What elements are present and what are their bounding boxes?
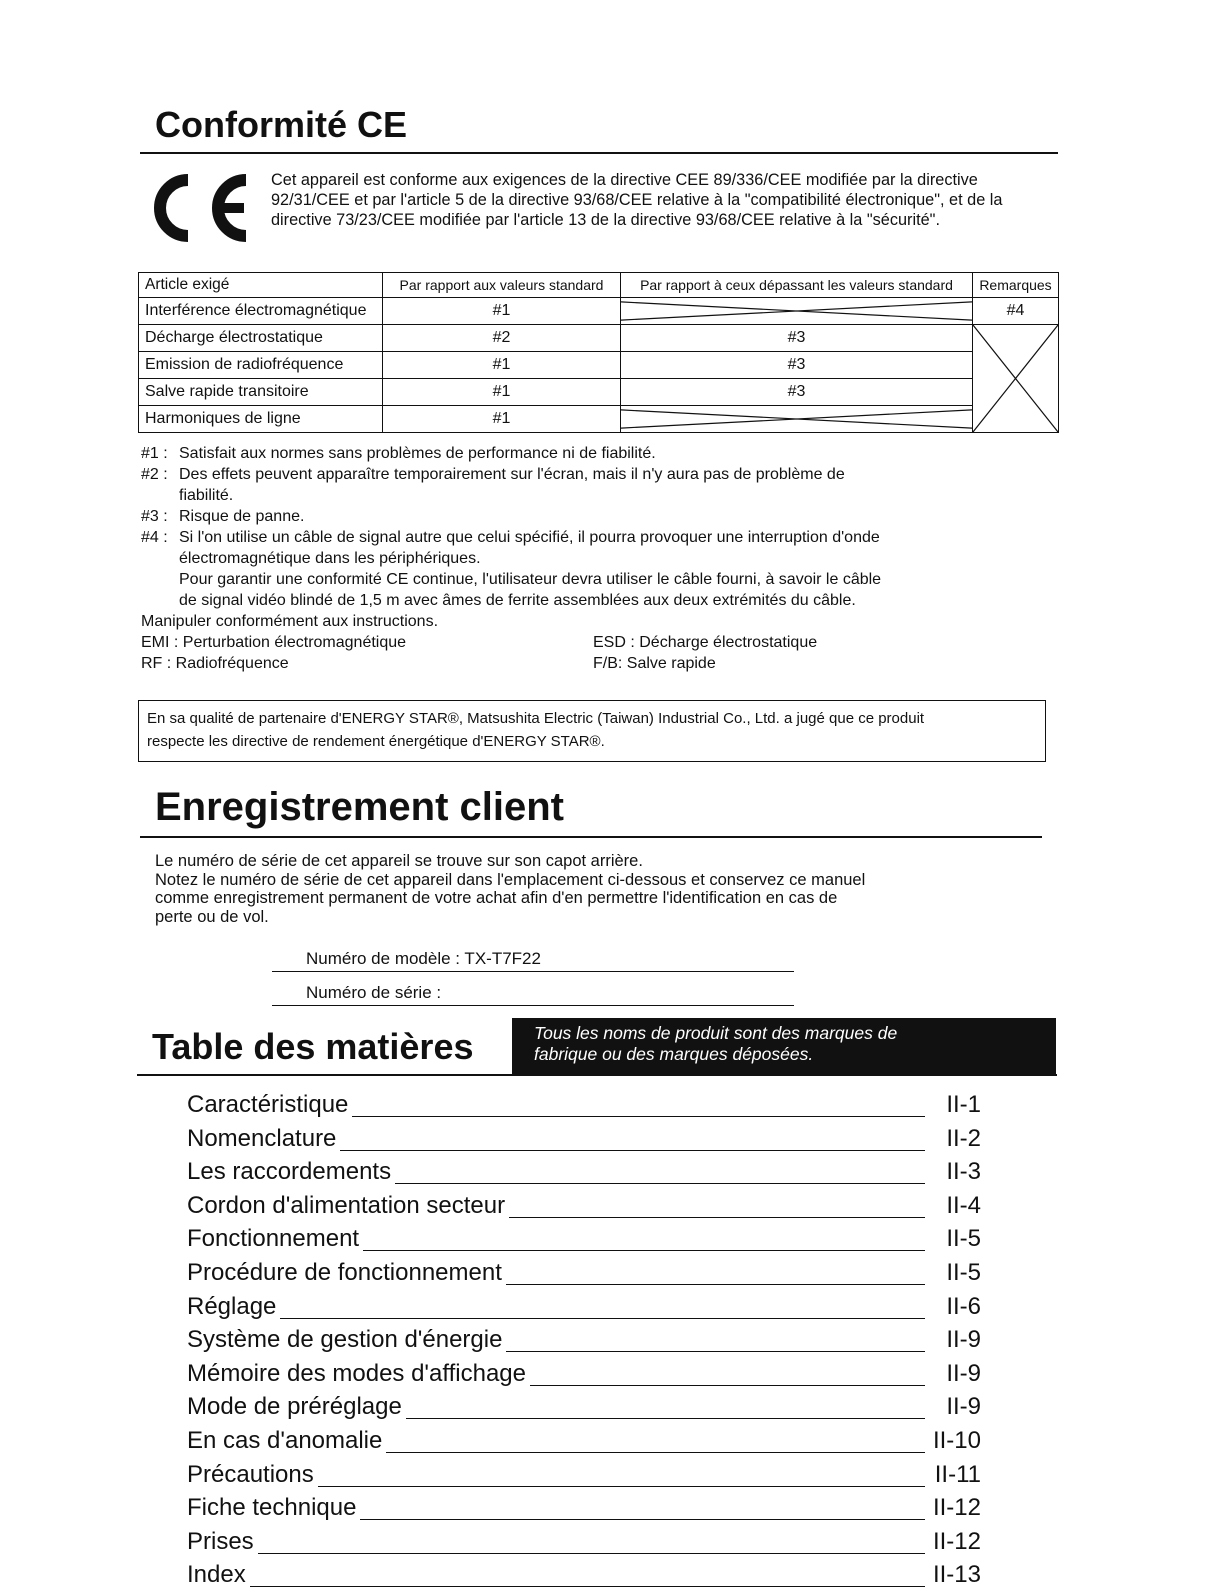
- table-cell: Salve rapide transitoire: [139, 379, 383, 406]
- ce-section-title: Conformité CE: [155, 104, 407, 145]
- toc-entry[interactable]: [187, 1192, 987, 1222]
- table-cell: #1: [383, 406, 621, 433]
- toc-entry[interactable]: [187, 1326, 987, 1356]
- toc-entry-page: II-10: [932, 1427, 981, 1454]
- table-cell: #4: [973, 298, 1059, 325]
- abbrev-fb: F/B: Salve rapide: [593, 655, 716, 672]
- toc-entry-page: II-3: [946, 1158, 981, 1186]
- cross-out-mark: [621, 406, 972, 432]
- toc-entry[interactable]: [187, 1427, 987, 1457]
- toc-entry-label: Précautions: [187, 1461, 318, 1489]
- toc-entry-label: Les raccordements: [187, 1158, 395, 1186]
- toc-entry-label: Fiche technique: [187, 1494, 360, 1522]
- toc-entry-page: II-6: [946, 1292, 981, 1320]
- table-cell-crossed: [621, 298, 973, 325]
- table-cell: #1: [383, 352, 621, 379]
- toc-entry-page: II-13: [932, 1561, 981, 1589]
- toc-entry-label: Fonctionnement: [187, 1225, 363, 1253]
- toc-entry-label: Procédure de fonctionnement: [187, 1259, 506, 1287]
- toc-entry[interactable]: [187, 1494, 987, 1524]
- toc-entry[interactable]: [187, 1125, 987, 1155]
- toc-entry-label: Réglage: [187, 1293, 280, 1321]
- table-row: [139, 325, 1059, 352]
- note-continuation: Pour garantir une conformité CE continue, l'utilisateur devra utiliser le câble fourni, à savoir le câble: [179, 571, 882, 588]
- table-header-cell: Article exigé: [139, 273, 383, 298]
- toc-entry[interactable]: [187, 1158, 987, 1188]
- ce-notes: [141, 443, 1061, 674]
- toc-entry-page: II-4: [946, 1191, 981, 1219]
- toc-entry[interactable]: [187, 1360, 987, 1390]
- table-header-row: [139, 273, 1059, 298]
- table-cell: #2: [383, 325, 621, 352]
- toc-entry[interactable]: [187, 1259, 987, 1289]
- cross-out-mark: [621, 298, 972, 324]
- note-item: #2 : Des effets peuvent apparaître temporairement sur l'écran, mais il n'y aura pas de problème de: [141, 466, 845, 483]
- trademark-banner: Tous les noms de produit sont des marques de fabrique ou des marques déposées.: [512, 1018, 1056, 1074]
- registration-text: Le numéro de série de cet appareil se trouve sur son capot arrière. Notez le numéro de série de cet appareil dans l'emplacement ci-dessous et conservez ce manuel comme enregistrement permanent de votre achat afin d'en permettre l'identification en cas de perte ou de vol.: [155, 852, 866, 926]
- toc-entry-page: II-9: [946, 1359, 981, 1387]
- toc-entry-label: Index: [187, 1561, 250, 1589]
- toc-entry-label: Mode de préréglage: [187, 1393, 406, 1421]
- toc-entry[interactable]: [187, 1528, 987, 1558]
- table-row: [139, 379, 1059, 406]
- abbrev-esd: ESD : Décharge électrostatique: [593, 634, 818, 651]
- energy-star-line: En sa qualité de partenaire d'ENERGY STAR®, Matsushita Electric (Taiwan) Industrial Co., Ltd. a jugé que ce produit: [147, 710, 925, 727]
- toc-entry[interactable]: [187, 1091, 987, 1121]
- table-cell-crossed: [621, 406, 973, 433]
- toc-entry-page: II-1: [946, 1091, 981, 1118]
- toc-entry[interactable]: [187, 1225, 987, 1255]
- toc-title-rule: [137, 1074, 1057, 1076]
- instructions-text: Manipuler conformément aux instructions.: [141, 613, 439, 630]
- toc-entry-page: II-9: [946, 1393, 981, 1421]
- toc-entry-page: II-2: [946, 1124, 981, 1152]
- note-item: #3 : Risque de panne.: [141, 508, 305, 525]
- table-cell: Harmoniques de ligne: [139, 406, 383, 433]
- serial-number-field: [272, 983, 794, 1006]
- toc-entry[interactable]: [187, 1561, 987, 1591]
- note-continuation: de signal vidéo blindé de 1,5 m avec âmes de ferrite assemblées aux deux extrémités du câble.: [179, 592, 856, 609]
- toc-entry-page: II-5: [946, 1225, 981, 1253]
- toc-entry-label: Système de gestion d'énergie: [187, 1326, 506, 1354]
- ce-title-rule: [140, 152, 1058, 154]
- energy-star-box: [138, 700, 1046, 762]
- toc-entry-page: II-11: [934, 1460, 981, 1488]
- toc-entry-page: II-12: [932, 1494, 981, 1522]
- toc-title: Table des matières: [152, 1026, 474, 1067]
- toc-entry[interactable]: [187, 1393, 987, 1423]
- table-cell: Interférence électromagnétique: [139, 298, 383, 325]
- table-row: [139, 298, 1059, 325]
- energy-star-line: respecte les directive de rendement énergétique d'ENERGY STAR®.: [147, 733, 605, 750]
- cross-out-mark: [973, 325, 1058, 432]
- note-item: #1 : Satisfait aux normes sans problèmes de performance ni de fiabilité.: [141, 445, 656, 462]
- table-header-cell: Remarques: [973, 273, 1059, 298]
- table-cell: #1: [383, 379, 621, 406]
- table-cell: #1: [383, 298, 621, 325]
- note-item: #4 : Si l'on utilise un câble de signal autre que celui spécifié, il pourra provoquer une interruption d'onde: [141, 529, 880, 546]
- model-number-field: [272, 949, 794, 972]
- table-cell: #3: [621, 352, 973, 379]
- toc-entry-label: Nomenclature: [187, 1125, 340, 1153]
- toc-entry-label: Cordon d'alimentation secteur: [187, 1192, 509, 1220]
- note-continuation: électromagnétique dans les périphériques.: [179, 550, 481, 567]
- toc-entry[interactable]: [187, 1461, 987, 1491]
- ce-mark-icon: [148, 172, 253, 244]
- model-number-label: Numéro de modèle : TX-T7F22: [306, 949, 541, 968]
- table-header-cell: Par rapport aux valeurs standard: [383, 273, 621, 298]
- abbrev-emi: EMI : Perturbation électromagnétique: [141, 634, 407, 651]
- toc-entry-label: Prises: [187, 1528, 258, 1556]
- registration-title-rule: [140, 836, 1042, 838]
- toc-entry-label: En cas d'anomalie: [187, 1427, 386, 1455]
- toc-leader-line: [187, 1318, 925, 1319]
- table-cell-crossed: [973, 325, 1059, 433]
- abbrev-rf: RF : Radiofréquence: [141, 655, 289, 672]
- table-cell: Décharge électrostatique: [139, 325, 383, 352]
- registration-title: Enregistrement client: [155, 785, 565, 829]
- toc-entry-label: Mémoire des modes d'affichage: [187, 1360, 530, 1388]
- toc-entry-label: Caractéristique: [187, 1091, 352, 1119]
- table-row: [139, 352, 1059, 379]
- ce-intro-text: Cet appareil est conforme aux exigences de la directive CEE 89/336/CEE modifiée par la directive 92/31/CEE et par l'article 5 de la directive 93/68/CEE relative à la "compatibilité électronique", et de la directive 73/23/CEE modifiée par l'article 13 de la directive 93/68/CEE relative à la "sécurité".: [271, 171, 1003, 229]
- table-cell: #3: [621, 379, 973, 406]
- toc-leader-line: [187, 1553, 925, 1554]
- note-continuation: fiabilité.: [179, 487, 234, 504]
- table-row: [139, 406, 1059, 433]
- serial-number-label: Numéro de série :: [306, 983, 442, 1002]
- toc-entry-page: II-5: [946, 1259, 981, 1286]
- toc-entry-page: II-9: [946, 1326, 981, 1354]
- toc-entry-page: II-12: [932, 1527, 981, 1555]
- table-cell: #3: [621, 325, 973, 352]
- toc-entry[interactable]: [187, 1293, 987, 1323]
- toc-leader-line: [187, 1586, 925, 1587]
- table-cell: Emission de radiofréquence: [139, 352, 383, 379]
- table-header-cell: Par rapport à ceux dépassant les valeurs standard: [621, 273, 973, 298]
- ce-compliance-table: [138, 272, 1059, 433]
